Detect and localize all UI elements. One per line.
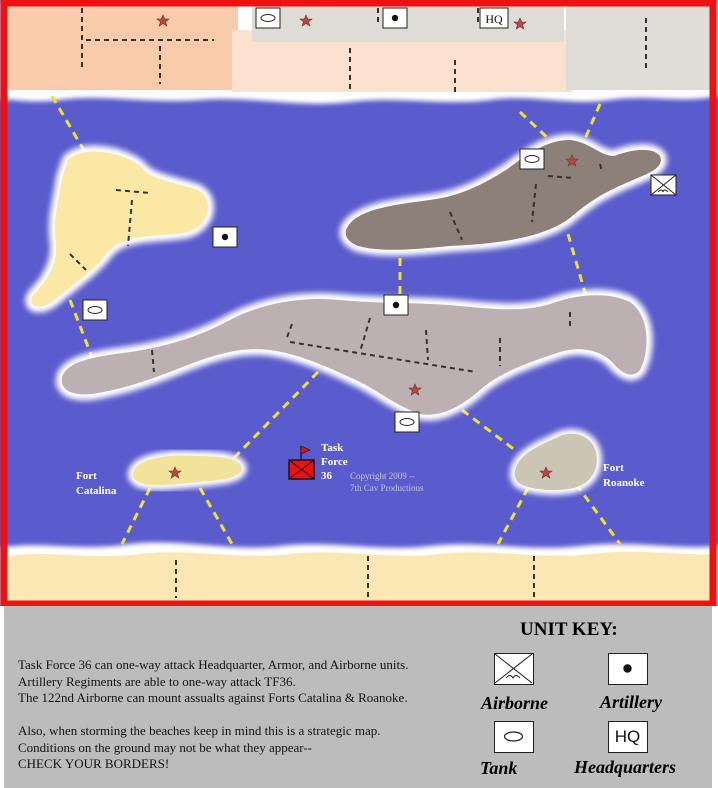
hq-label: HQ [485,12,503,26]
info-panel [4,606,712,788]
rule-line: Artillery Regiments are able to one-way attack TF36. [18,673,296,689]
hq-label: HQ [614,727,641,746]
unit-tank[interactable] [83,300,107,320]
tank-icon [505,732,523,741]
key-airborne-box [494,653,534,685]
key-airborne-label: Airborne [481,693,549,713]
artillery-icon [222,234,228,240]
unit-headquarters[interactable] [480,8,508,28]
artillery-icon [392,15,398,21]
unit-artillery[interactable] [383,8,407,28]
unit-tank[interactable] [395,412,419,432]
rule-line: Also, when storming the beaches keep in mind this is a strategic map. [18,723,381,738]
key-headquarters-box [608,721,648,753]
rule-line: The 122nd Airborne can mount assualts against Forts Catalina & Roanoke. [18,690,408,705]
key-artillery-box [608,653,648,685]
fort-catalina-label: Fort Catalina [76,470,117,497]
coast-region-west [8,6,238,90]
key-tank-label: Tank [480,758,518,778]
artillery-icon [393,302,399,308]
unit-tank[interactable] [520,149,544,169]
unit-artillery[interactable] [213,227,237,247]
key-headquarters-label: Headquarters [574,757,677,777]
unit-key-title: UNIT KEY: [520,619,618,640]
task-force-label: Task Force 36 [321,442,348,482]
fort-roanoke-label: Fort Roanoke [603,462,645,489]
rule-line: Task Force 36 can one-way attack Headquarter, Armor, and Airborne units. [18,657,409,672]
rule-line [18,707,468,724]
key-tank-box [494,721,534,753]
rule-line: Conditions on the ground may not be what they appear-- [18,739,312,755]
copyright-text: Copyright 2009 -- 7th Cav Productions [350,471,424,493]
coast-region-east [566,6,714,90]
key-artillery-label: Artillery [600,692,662,712]
unit-airborne[interactable] [651,175,676,195]
artillery-icon [623,664,631,672]
airborne-icon [506,676,520,679]
south-beach [8,552,714,602]
unit-tank[interactable] [256,8,280,28]
rule-line: CHECK YOUR BORDERS! [18,756,170,771]
rules-text [18,657,468,773]
unit-artillery[interactable] [384,295,408,315]
